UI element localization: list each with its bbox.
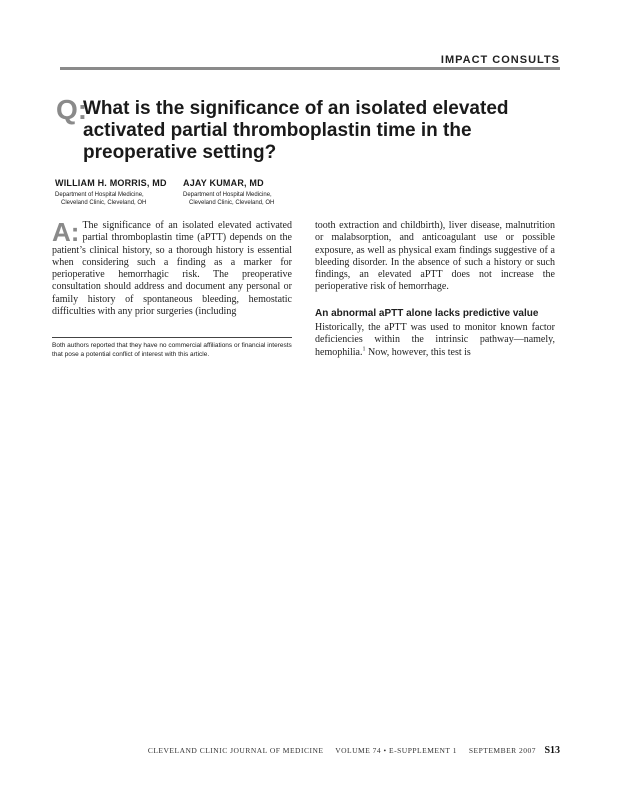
answer-marker: A: <box>52 217 80 247</box>
author-name: WILLIAM H. MORRIS, MD <box>55 178 167 188</box>
page-number: S13 <box>544 745 560 756</box>
volume-info: VOLUME 74 • E-SUPPLEMENT 1 <box>335 746 457 755</box>
author-name: AJAY KUMAR, MD <box>183 178 264 188</box>
body-paragraph: The significance of an isolated elevated activated partial thromboplastin time (aPTT) depends on the patient’s clinical history, so a thorough history is essential when considering such a finding as a marker for perioperative hemorrhagic risk. The preoperative consultation should address and document any personal or family history of spontaneous bleeding, hemostatic difficulties with any prior surgeries (including <box>52 220 292 318</box>
body-column-right <box>315 220 555 359</box>
author-affiliation: Department of Hospital Medicine, <box>183 192 272 198</box>
author-2 <box>183 178 274 207</box>
author-1 <box>55 178 167 207</box>
question-marker: Q: <box>56 94 88 125</box>
body-text: Now, however, this test is <box>365 346 471 358</box>
article-title: What is the significance of an isolated elevated activated partial thromboplastin time in the preoperative setting? <box>83 98 509 163</box>
author-affiliation: Department of Hospital Medicine, <box>55 192 144 198</box>
disclosure-footnote: Both authors reported that they have no commercial affiliations or financial interests that pose a potential conflict of interest with this article. <box>52 337 292 359</box>
body-paragraph <box>315 322 555 359</box>
body-text: Historically, the aPTT was used to monitor known factor deficiencies within the intrinsic pathway—namely, hemophilia. <box>315 322 555 358</box>
journal-name: CLEVELAND CLINIC JOURNAL OF MEDICINE <box>147 746 324 755</box>
author-affiliation-location: Cleveland Clinic, Cleveland, OH <box>61 200 147 206</box>
issue-date: SEPTEMBER 2007 <box>468 746 537 755</box>
body-paragraph-continued: tooth extraction and childbirth), liver disease, malnutrition or malabsorption, and anticoagulant use or possible exposure, as well as physical exam findings suggestive of a bleeding disorder. In the absence of such a history or such findings, an elevated aPTT does not increase the perioperative risk of hemorrhage. <box>315 220 555 293</box>
page-footer <box>0 745 560 756</box>
reference-marker: 1 <box>362 346 366 353</box>
section-subheading: An abnormal aPTT alone lacks predictive value <box>315 307 539 319</box>
top-rule <box>60 67 560 70</box>
body-column-left <box>52 217 292 318</box>
section-label: IMPACT CONSULTS <box>440 54 560 66</box>
author-affiliation-location: Cleveland Clinic, Cleveland, OH <box>189 200 275 206</box>
